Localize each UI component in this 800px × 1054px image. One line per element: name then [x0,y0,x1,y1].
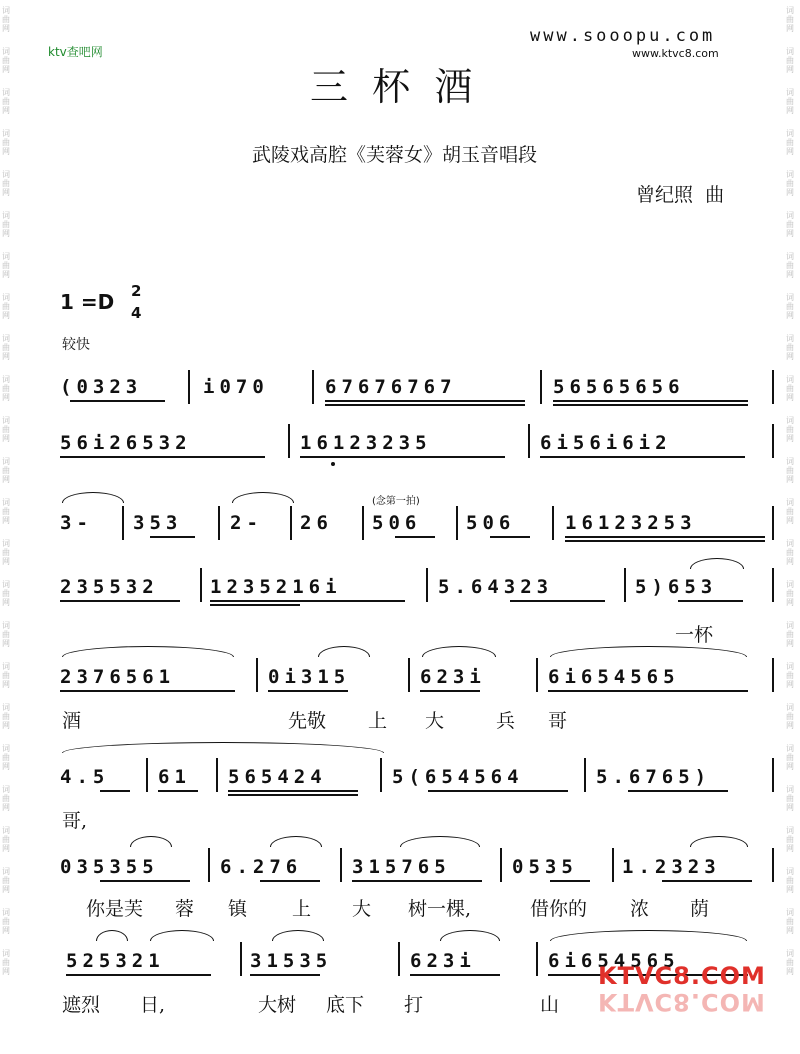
line8-measure1: 525321 [66,950,165,972]
edge-watermark-text: 词曲网 [786,88,794,115]
tie-slur [550,930,747,941]
beat-underline [395,536,435,538]
line8-measure2: 31535 [250,950,333,972]
line6-measure3: 565424 [228,766,327,788]
beat-underline [70,400,165,402]
tie-slur [130,836,172,847]
line6-measure5: 5.6765) [596,766,712,788]
line3-measure7: 16123253 [565,512,697,534]
lyric: 一杯 [675,624,714,646]
lyric: 大 [352,898,372,920]
edge-watermark-text: 词曲网 [2,457,10,484]
line5-measure2: 0i315 [268,666,351,688]
lyric: 树一棵, [408,898,472,920]
edge-watermark-text: 词曲网 [2,826,10,853]
line3-measure6: 506 [466,512,516,534]
edge-watermark-text: 词曲网 [786,826,794,853]
edge-watermark-text: 词曲网 [2,211,10,238]
edge-watermark-text: 词曲网 [2,129,10,156]
barline [536,942,538,976]
edge-watermark-text: 词曲网 [2,744,10,771]
edge-watermark-text: 词曲网 [2,703,10,730]
edge-watermark-text: 词曲网 [786,703,794,730]
beat-underline [150,536,195,538]
lyric: 蓉 [175,898,195,920]
tie-slur [318,646,370,657]
edge-watermark-text: 词曲网 [786,662,794,689]
ktvc8-logo-reflection [598,988,766,1016]
barline [528,424,530,458]
beat-underline [662,880,752,882]
score-title: 三 杯 酒 [310,65,473,109]
tie-slur [62,492,124,503]
edge-watermark-text: 词曲网 [786,908,794,935]
edge-watermark-text: 词曲网 [2,334,10,361]
edge-watermark-text: 词曲网 [2,170,10,197]
line6-measure1: 4.5 [60,766,110,788]
edge-watermark-text: 词曲网 [2,375,10,402]
beat-underline [228,790,358,792]
tie-slur [270,836,322,847]
barline [426,568,428,602]
beat-underline [210,604,300,606]
lyric: 山 [540,994,560,1016]
ktvc8-logo [598,962,766,990]
edge-watermark-text: 词曲网 [2,252,10,279]
line1-measure4: 56565656 [553,376,685,398]
tie-slur [690,558,744,569]
barline [500,848,502,882]
barline [290,506,292,540]
right-edge-watermark [786,0,798,1054]
edge-watermark-text: 词曲网 [786,170,794,197]
edge-watermark-text: 词曲网 [2,662,10,689]
time-signature-bottom: 4 [131,304,142,322]
beat-underline [210,600,405,602]
tie-slur [272,930,324,941]
line5-measure1: 2376561 [60,666,176,688]
beat-underline [420,690,480,692]
beat-underline [100,880,190,882]
lyric: 日, [140,994,166,1016]
ornament-note: (念第一拍) [372,496,420,507]
tie-slur [690,836,748,847]
beat-underline [628,790,728,792]
edge-watermark-text: 词曲网 [786,949,794,976]
beat-underline [428,790,568,792]
barline [540,370,542,404]
lyric: 荫 [690,898,710,920]
line3-measure4: 26 [300,512,333,534]
line5-measure4: 6i654565 [548,666,680,688]
beat-underline [300,456,505,458]
line3-measure3: 2- [230,512,263,534]
composer-credit: 曾纪照 曲 [636,184,725,206]
tie-slur [96,930,128,941]
beat-underline [260,880,320,882]
beat-underline [100,790,130,792]
lyric: 哥, [62,810,88,832]
barline [256,658,258,692]
tie-slur [150,930,214,941]
score-subtitle: 武陵戏高腔《芙蓉女》胡玉音唱段 [252,144,538,166]
logo-text: KTVC8.COM [598,962,766,990]
edge-watermark-text: 词曲网 [786,457,794,484]
beat-underline [66,974,211,976]
edge-watermark-text: 词曲网 [786,867,794,894]
beat-underline [60,600,180,602]
lyric: 大 [425,710,445,732]
beat-underline [510,600,605,602]
beat-underline [548,690,748,692]
line4-measure3: 5.64323 [438,576,554,598]
edge-watermark-text: 词曲网 [786,334,794,361]
edge-watermark-text: 词曲网 [2,498,10,525]
tie-slur [422,646,496,657]
line4-measure1: 235532 [60,576,159,598]
barline [624,568,626,602]
tie-slur [232,492,294,503]
beat-underline [60,690,235,692]
edge-watermark-text: 词曲网 [786,416,794,443]
beat-underline [228,794,358,796]
lyric: 上 [368,710,388,732]
site-url: www.sooopu.com [530,26,716,46]
logo-text-reflection: KTVC8.COM [598,988,766,1016]
barline [772,568,774,602]
lyric: 镇 [228,898,248,920]
edge-watermark-text: 词曲网 [2,949,10,976]
beat-underline [553,400,748,402]
barline [456,506,458,540]
barline [772,424,774,458]
barline [408,658,410,692]
line3-measure5: 506 [372,512,422,534]
line6-measure4: 5(654564 [392,766,524,788]
tie-slur [550,646,747,657]
line5-measure3: 623i [420,666,486,688]
lyric: 底下 [326,994,365,1016]
edge-watermark-text: 词曲网 [2,293,10,320]
barline [208,848,210,882]
barline [612,848,614,882]
line7-measure2: 6.276 [220,856,303,878]
barline [380,758,382,792]
line8-measure4: 6i654565 [548,950,680,972]
edge-watermark-text: 词曲网 [786,580,794,607]
beat-underline [678,600,743,602]
lyric: 遮烈 [62,994,101,1016]
line7-measure1: 035355 [60,856,159,878]
beat-underline [565,536,765,538]
line1-measure1: (0323 [60,376,143,398]
barline [218,506,220,540]
edge-watermark-text: 词曲网 [786,129,794,156]
barline [772,848,774,882]
line2-measure3: 6i56i6i2 [540,432,672,454]
beat-underline [540,456,745,458]
barline [200,568,202,602]
barline [536,658,538,692]
lyric: 先敬 [288,710,327,732]
edge-watermark-text: 词曲网 [786,252,794,279]
barline [216,758,218,792]
line7-measure5: 1.2323 [622,856,721,878]
edge-watermark-text: 词曲网 [786,6,794,33]
edge-watermark-text: 词曲网 [786,375,794,402]
barline [584,758,586,792]
tempo-marking: 较快 [62,337,90,353]
beat-underline [352,880,482,882]
line1-measure2: i070 [203,376,269,398]
beat-underline [410,974,500,976]
line7-measure3: 315765 [352,856,451,878]
lyric: 你是芙 [86,898,144,920]
lyric: 打 [404,994,424,1016]
edge-watermark-text: 词曲网 [2,6,10,33]
edge-watermark-text: 词曲网 [786,211,794,238]
edge-watermark-text: 词曲网 [2,539,10,566]
line4-measure2: 1235216i [210,576,342,598]
lyric: 借你的 [530,898,588,920]
line7-measure4: 0535 [512,856,578,878]
edge-watermark-text: 词曲网 [786,293,794,320]
lyric: 酒 [62,710,82,732]
barline [552,506,554,540]
line3-measure2: 353 [133,512,183,534]
edge-watermark-text: 词曲网 [2,88,10,115]
barline [240,942,242,976]
barline [772,370,774,404]
edge-watermark-text: 词曲网 [2,785,10,812]
barline [288,424,290,458]
line4-measure4: 5)653 [635,576,718,598]
edge-watermark-text: 词曲网 [2,47,10,74]
barline [398,942,400,976]
beat-underline [158,790,198,792]
lyric: 上 [292,898,312,920]
left-edge-watermark [2,0,14,1054]
edge-watermark-text: 词曲网 [786,539,794,566]
edge-watermark-text: 词曲网 [786,744,794,771]
barline [146,758,148,792]
line3-measure1: 3- [60,512,93,534]
beat-underline [553,404,748,406]
lyric: 哥 [548,710,568,732]
lyric: 浓 [630,898,650,920]
edge-watermark-text: 词曲网 [786,785,794,812]
barline [312,370,314,404]
site-url-secondary: www.ktvc8.com [632,47,719,60]
time-signature-top: 2 [131,282,142,300]
beat-underline [550,880,590,882]
beat-underline [268,690,348,692]
line1-measure3: 67676767 [325,376,457,398]
beat-underline [325,400,525,402]
beat-underline [565,540,765,542]
tie-slur [400,836,480,847]
tie-slur [62,742,384,753]
line2-measure2: 16123235 [300,432,432,454]
beat-underline [250,974,320,976]
line8-measure3: 623i [410,950,476,972]
barline [188,370,190,404]
beat-underline [490,536,530,538]
barline [772,506,774,540]
barline [772,658,774,692]
tie-slur [62,646,234,657]
key-signature: 1 =D [60,290,115,314]
lyric: 大树 [258,994,297,1016]
barline [340,848,342,882]
edge-watermark-text: 词曲网 [786,498,794,525]
edge-watermark-text: 词曲网 [786,47,794,74]
line6-measure2: 61 [158,766,191,788]
tie-slur [440,930,500,941]
lyric: 兵 [496,710,516,732]
edge-watermark-text: 词曲网 [2,867,10,894]
ktv-label: ktv查吧网 [48,45,103,59]
barline [772,758,774,792]
edge-watermark-text: 词曲网 [2,416,10,443]
edge-watermark-text: 词曲网 [786,621,794,648]
barline [122,506,124,540]
line2-measure1: 56i26532 [60,432,192,454]
edge-watermark-text: 词曲网 [2,621,10,648]
edge-watermark-text: 词曲网 [2,908,10,935]
octave-dot [331,462,335,466]
beat-underline [60,456,265,458]
edge-watermark-text: 词曲网 [2,580,10,607]
barline [362,506,364,540]
beat-underline [325,404,525,406]
